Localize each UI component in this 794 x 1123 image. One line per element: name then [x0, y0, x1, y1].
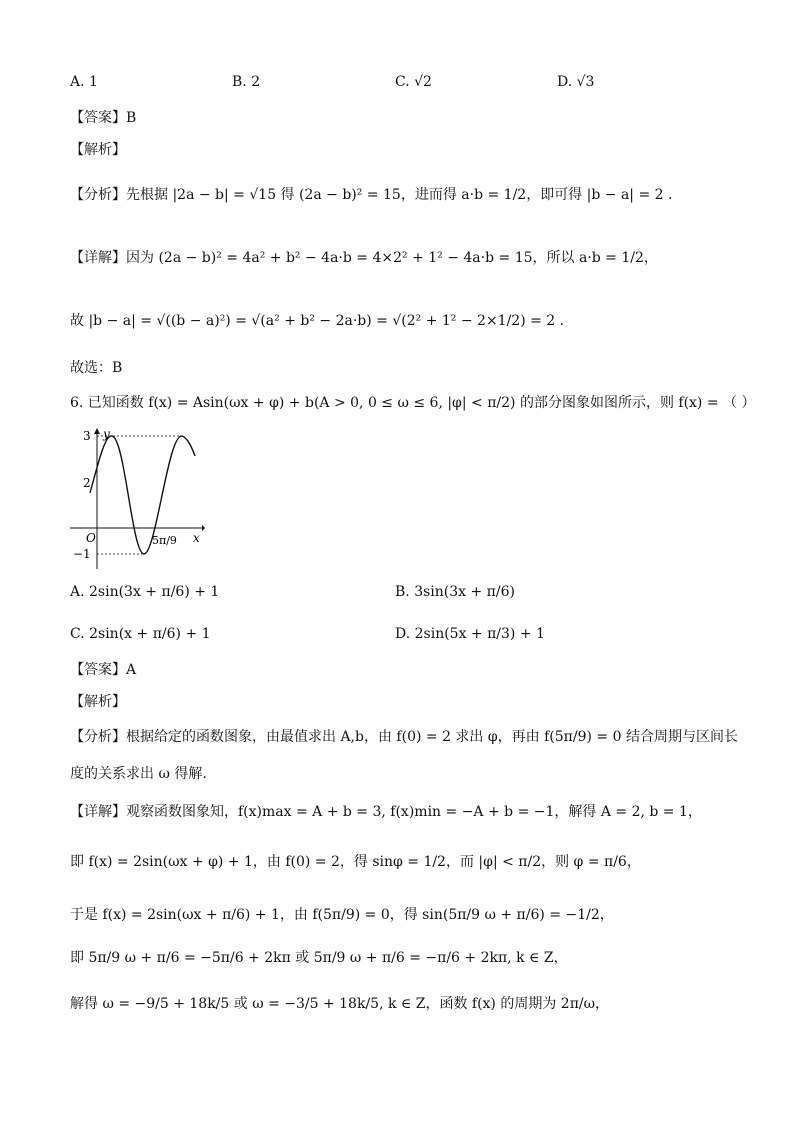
y-tick-2: 2: [83, 476, 91, 490]
q5-analysis-label: 【解析】: [70, 142, 126, 158]
y-tick-3: 3: [83, 429, 91, 443]
x-axis-arrow-icon: [202, 525, 205, 531]
q5-xiangjie-1: 【详解】因为 (2a − b)² = 4a² + b² − 4a·b = 4×2² + 1² − 4a·b = 15，所以 a·b = 1/2，: [70, 250, 658, 266]
q6-option-c[interactable]: C. 2sin(x + π/6) + 1: [70, 626, 211, 642]
q6-function-graph: [70, 424, 205, 570]
q6-option-a[interactable]: A. 2sin(3x + π/6) + 1: [70, 584, 220, 600]
origin-label: O: [86, 531, 96, 545]
q5-option-a[interactable]: A. 1: [70, 74, 98, 90]
y-tick-neg1: −1: [73, 547, 91, 561]
q6-detail-2: 即 f(x) = 2sin(ωx + φ) + 1，由 f(0) = 2，得 sinφ = 1/2，而 |φ| < π/2，则 φ = π/6，: [70, 854, 641, 870]
q6-stem: 6. 已知函数 f(x) = Asin(ωx + φ) + b(A > 0, 0 ≤ ω ≤ 6, |φ| < π/2) 的部分图象如图所示，则 f(x) = （ ）: [70, 395, 756, 411]
q5-xiangjie-2: 故 |b − a| = √((b − a)²) = √(a² + b² − 2a·b) = √(2² + 1² − 2×1/2) = 2 .: [70, 313, 565, 329]
y-axis-arrow-icon: [94, 428, 100, 434]
q5-option-d[interactable]: D. √3: [557, 74, 595, 90]
q6-detail-1: 【详解】观察函数图象知，f(x)max = A + b = 3, f(x)min = −A + b = −1，解得 A = 2, b = 1，: [70, 804, 702, 820]
q5-option-b[interactable]: B. 2: [232, 74, 261, 90]
x-tick-5pi-9: 5π/9: [152, 534, 177, 547]
q5-choice: 故选：B: [70, 360, 123, 376]
q5-fenxi: 【分析】先根据 |2a − b| = √15 得 (2a − b)² = 15，进而得 a·b = 1/2，即可得 |b − a| = 2 .: [70, 187, 673, 203]
q6-detail-5: 解得 ω = −9/5 + 18k/5 或 ω = −3/5 + 18k/5, k ∈ Z，函数 f(x) 的周期为 2π/ω，: [70, 996, 610, 1012]
sine-curve: [90, 436, 195, 554]
q6-answer: 【答案】A: [70, 662, 137, 678]
q6-fenxi-2: 度的关系求出 ω 得解.: [70, 766, 207, 782]
y-axis-label: y: [103, 427, 110, 441]
q6-fenxi-1: 【分析】根据给定的函数图象，由最值求出 A,b，由 f(0) = 2 求出 φ，再由 f(5π/9) = 0 结合周期与区间长: [70, 729, 738, 745]
q5-answer: 【答案】B: [70, 110, 137, 126]
q5-option-c[interactable]: C. √2: [395, 74, 432, 90]
q6-option-d[interactable]: D. 2sin(5x + π/3) + 1: [395, 626, 545, 642]
q6-detail-4: 即 5π/9 ω + π/6 = −5π/6 + 2kπ 或 5π/9 ω + π/6 = −π/6 + 2kπ, k ∈ Z，: [70, 950, 568, 966]
q6-option-b[interactable]: B. 3sin(3x + π/6): [395, 584, 515, 600]
q6-detail-3: 于是 f(x) = 2sin(ωx + π/6) + 1，由 f(5π/9) = 0，得 sin(5π/9 ω + π/6) = −1/2，: [70, 907, 614, 923]
q6-analysis-label: 【解析】: [70, 694, 126, 710]
x-axis-label: x: [193, 531, 200, 545]
